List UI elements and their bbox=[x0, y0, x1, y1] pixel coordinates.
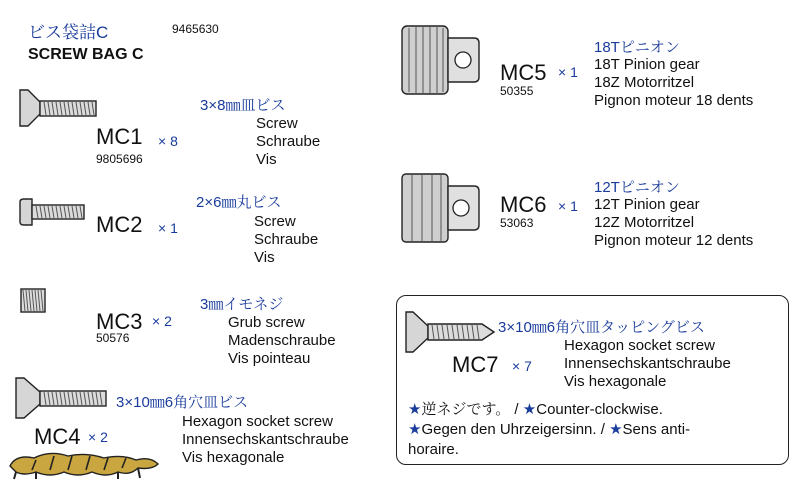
part-quantity: × 1 bbox=[558, 198, 578, 214]
part-code: MC3 bbox=[96, 309, 143, 334]
desc-en: 12T Pinion gear bbox=[594, 196, 700, 213]
desc-fr: Pignon moteur 18 dents bbox=[594, 92, 754, 109]
desc-en: Screw bbox=[254, 213, 296, 230]
desc-fr: Vis pointeau bbox=[228, 350, 311, 367]
star-icon: ★ bbox=[408, 421, 422, 438]
pinion-gear-18t-icon bbox=[400, 24, 482, 96]
part-number: 9805696 bbox=[96, 152, 143, 166]
part-code: MC1 bbox=[96, 124, 143, 149]
desc-en: 18T Pinion gear bbox=[594, 56, 700, 73]
part-quantity: × 1 bbox=[558, 64, 578, 80]
part-name-japanese: 2×6㎜丸ビス bbox=[196, 194, 282, 211]
desc-en: Screw bbox=[256, 115, 298, 132]
desc-de: Schraube bbox=[256, 133, 321, 150]
part-number: 53063 bbox=[500, 216, 534, 230]
part-name-japanese: 18Tピニオン bbox=[594, 39, 680, 56]
desc-fr: Vis bbox=[256, 151, 277, 168]
desc-de: Schraube bbox=[254, 231, 319, 248]
round-head-screw-icon bbox=[18, 198, 88, 228]
desc-fr: Vis hexagonale bbox=[564, 373, 667, 390]
star-icon: ★ bbox=[522, 401, 537, 418]
desc-en: Grub screw bbox=[228, 314, 305, 331]
part-name-japanese: 3㎜イモネジ bbox=[200, 296, 284, 313]
countersunk-screw-icon bbox=[18, 88, 98, 130]
part-quantity: × 7 bbox=[512, 358, 532, 374]
note-english: Counter-clockwise. bbox=[536, 401, 663, 418]
part-description bbox=[594, 56, 753, 110]
note-separator: / bbox=[510, 401, 523, 418]
part-name-japanese: 12Tピニオン bbox=[594, 179, 680, 196]
desc-de: 12Z Motorritzel bbox=[594, 214, 695, 231]
grub-screw-icon bbox=[20, 288, 48, 314]
part-number: 50576 bbox=[96, 331, 130, 345]
desc-de: Madenschraube bbox=[228, 332, 336, 349]
part-description bbox=[564, 337, 731, 391]
title-japanese: ビス袋詰C bbox=[28, 23, 109, 42]
desc-en: Hexagon socket screw bbox=[182, 413, 333, 430]
bag-part-number: 9465630 bbox=[172, 22, 219, 36]
desc-de: Innensechskantschraube bbox=[564, 355, 731, 372]
note-separator: / bbox=[596, 421, 610, 438]
note-french: Sens anti- bbox=[622, 421, 691, 438]
star-icon: ★ bbox=[408, 401, 422, 418]
part-description bbox=[182, 413, 349, 467]
hex-socket-screw-icon bbox=[14, 376, 110, 420]
part-code: MC4 bbox=[34, 424, 81, 449]
part-quantity: × 1 bbox=[158, 220, 178, 236]
desc-de: 18Z Motorritzel bbox=[594, 74, 695, 91]
part-code: MC2 bbox=[96, 212, 143, 237]
part-quantity: × 8 bbox=[158, 133, 178, 149]
pinion-gear-12t-icon bbox=[400, 172, 482, 244]
part-code: MC5 bbox=[500, 60, 547, 85]
part-code: MC6 bbox=[500, 192, 547, 217]
part-code: MC7 bbox=[452, 352, 499, 377]
part-description bbox=[254, 213, 318, 267]
tiger-logo-icon bbox=[6, 446, 162, 480]
desc-de: Innensechskantschraube bbox=[182, 431, 349, 448]
desc-fr: Vis bbox=[254, 249, 275, 266]
desc-fr: Vis hexagonale bbox=[182, 449, 285, 466]
desc-fr: Pignon moteur 12 dents bbox=[594, 232, 754, 249]
star-icon: ★ bbox=[609, 421, 623, 438]
part-name-japanese: 3×10㎜6角穴皿タッピングビス bbox=[498, 319, 705, 336]
part-description bbox=[228, 314, 336, 368]
note-german: Gegen den Uhrzeigersinn. bbox=[421, 421, 597, 438]
note-french-cont: horaire. bbox=[408, 441, 459, 458]
part-quantity: × 2 bbox=[152, 313, 172, 329]
desc-en: Hexagon socket screw bbox=[564, 337, 715, 354]
part-quantity: × 2 bbox=[88, 429, 108, 445]
note-japanese: 逆ネジです。 bbox=[421, 401, 511, 418]
tapping-screw-icon bbox=[404, 310, 496, 354]
part-name-japanese: 3×10㎜6角穴皿ビス bbox=[116, 394, 249, 411]
part-description bbox=[256, 115, 320, 169]
part-description bbox=[594, 196, 753, 250]
reverse-thread-note bbox=[408, 400, 690, 460]
part-name-japanese: 3×8㎜皿ビス bbox=[200, 97, 286, 114]
title-english: SCREW BAG C bbox=[28, 46, 144, 63]
part-number: 50355 bbox=[500, 84, 534, 98]
